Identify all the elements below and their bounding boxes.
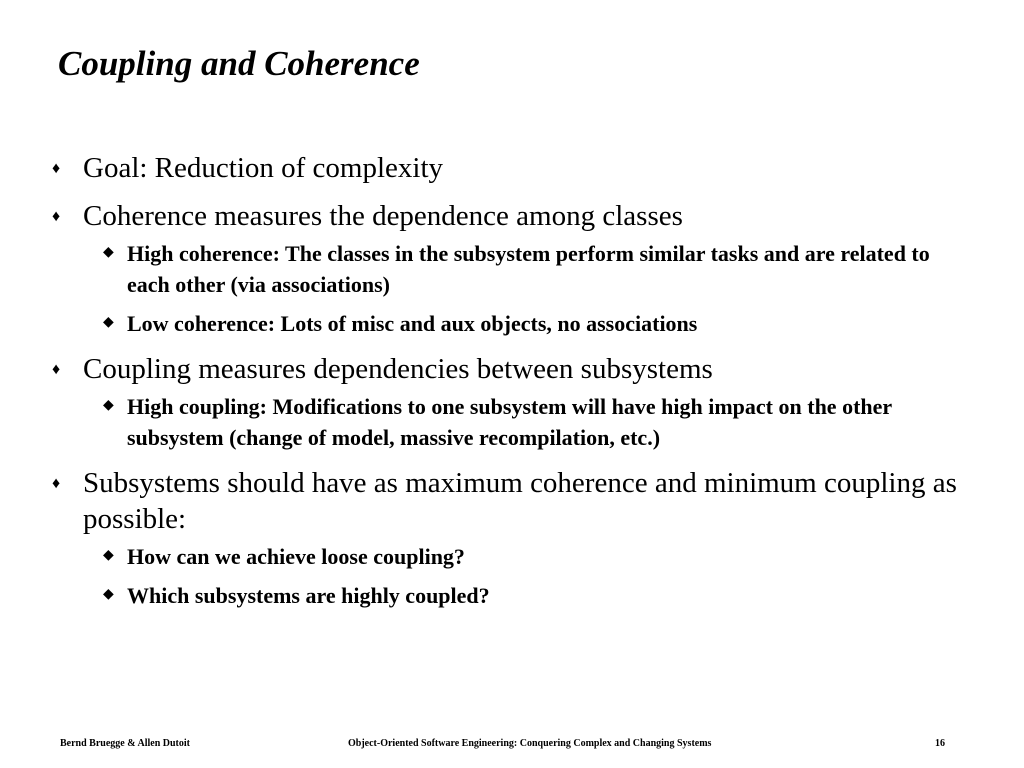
bullet-subsystems xyxy=(52,465,972,611)
diamond-bullet-icon: ♦ xyxy=(52,208,61,225)
bullet-coherence xyxy=(52,198,972,339)
sub-bullet-text: How can we achieve loose coupling? xyxy=(127,544,465,569)
bullet-goal xyxy=(52,150,972,186)
footer-authors: Bernd Bruegge & Allen Dutoit xyxy=(60,738,190,749)
sub-bullet-list xyxy=(83,541,972,611)
sub-bullet-text: High coupling: Modifications to one subsystem will have high impact on the other subsystem (change of model, massive recompilation, etc.) xyxy=(127,394,892,450)
diamond-sub-bullet-icon: ◆ xyxy=(103,398,114,413)
sub-bullet-list xyxy=(83,238,972,339)
bullet-coupling xyxy=(52,351,972,453)
bullet-text: Coupling measures dependencies between subsystems xyxy=(83,353,713,385)
bullet-list xyxy=(52,150,972,611)
sub-bullet-low-coherence xyxy=(98,308,972,339)
sub-bullet-loose-coupling xyxy=(98,541,972,572)
slide-title: Coupling and Coherence xyxy=(58,44,420,83)
bullet-text: Goal: Reduction of complexity xyxy=(83,152,444,184)
diamond-bullet-icon: ♦ xyxy=(52,361,61,378)
bullet-text: Coherence measures the dependence among classes xyxy=(83,200,683,232)
diamond-sub-bullet-icon: ◆ xyxy=(103,245,114,260)
sub-bullet-text: Low coherence: Lots of misc and aux objects, no associations xyxy=(127,311,698,336)
sub-bullet-high-coupling xyxy=(98,391,972,453)
diamond-sub-bullet-icon: ◆ xyxy=(103,315,114,330)
diamond-sub-bullet-icon: ◆ xyxy=(103,548,114,563)
sub-bullet-list xyxy=(83,391,972,453)
bullet-text: Subsystems should have as maximum coherence and minimum coupling as possible: xyxy=(83,467,957,535)
sub-bullet-highly-coupled xyxy=(98,580,972,611)
footer-page-number: 16 xyxy=(935,738,945,749)
sub-bullet-text: Which subsystems are highly coupled? xyxy=(127,583,490,608)
sub-bullet-high-coherence xyxy=(98,238,972,300)
slide-footer xyxy=(0,737,1024,751)
diamond-bullet-icon: ♦ xyxy=(52,160,61,177)
footer-book-title: Object-Oriented Software Engineering: Conquering Complex and Changing Systems xyxy=(348,738,712,749)
sub-bullet-text: High coherence: The classes in the subsystem perform similar tasks and are related to each other (via associations) xyxy=(127,241,930,297)
diamond-sub-bullet-icon: ◆ xyxy=(103,587,114,602)
diamond-bullet-icon: ♦ xyxy=(52,475,61,492)
